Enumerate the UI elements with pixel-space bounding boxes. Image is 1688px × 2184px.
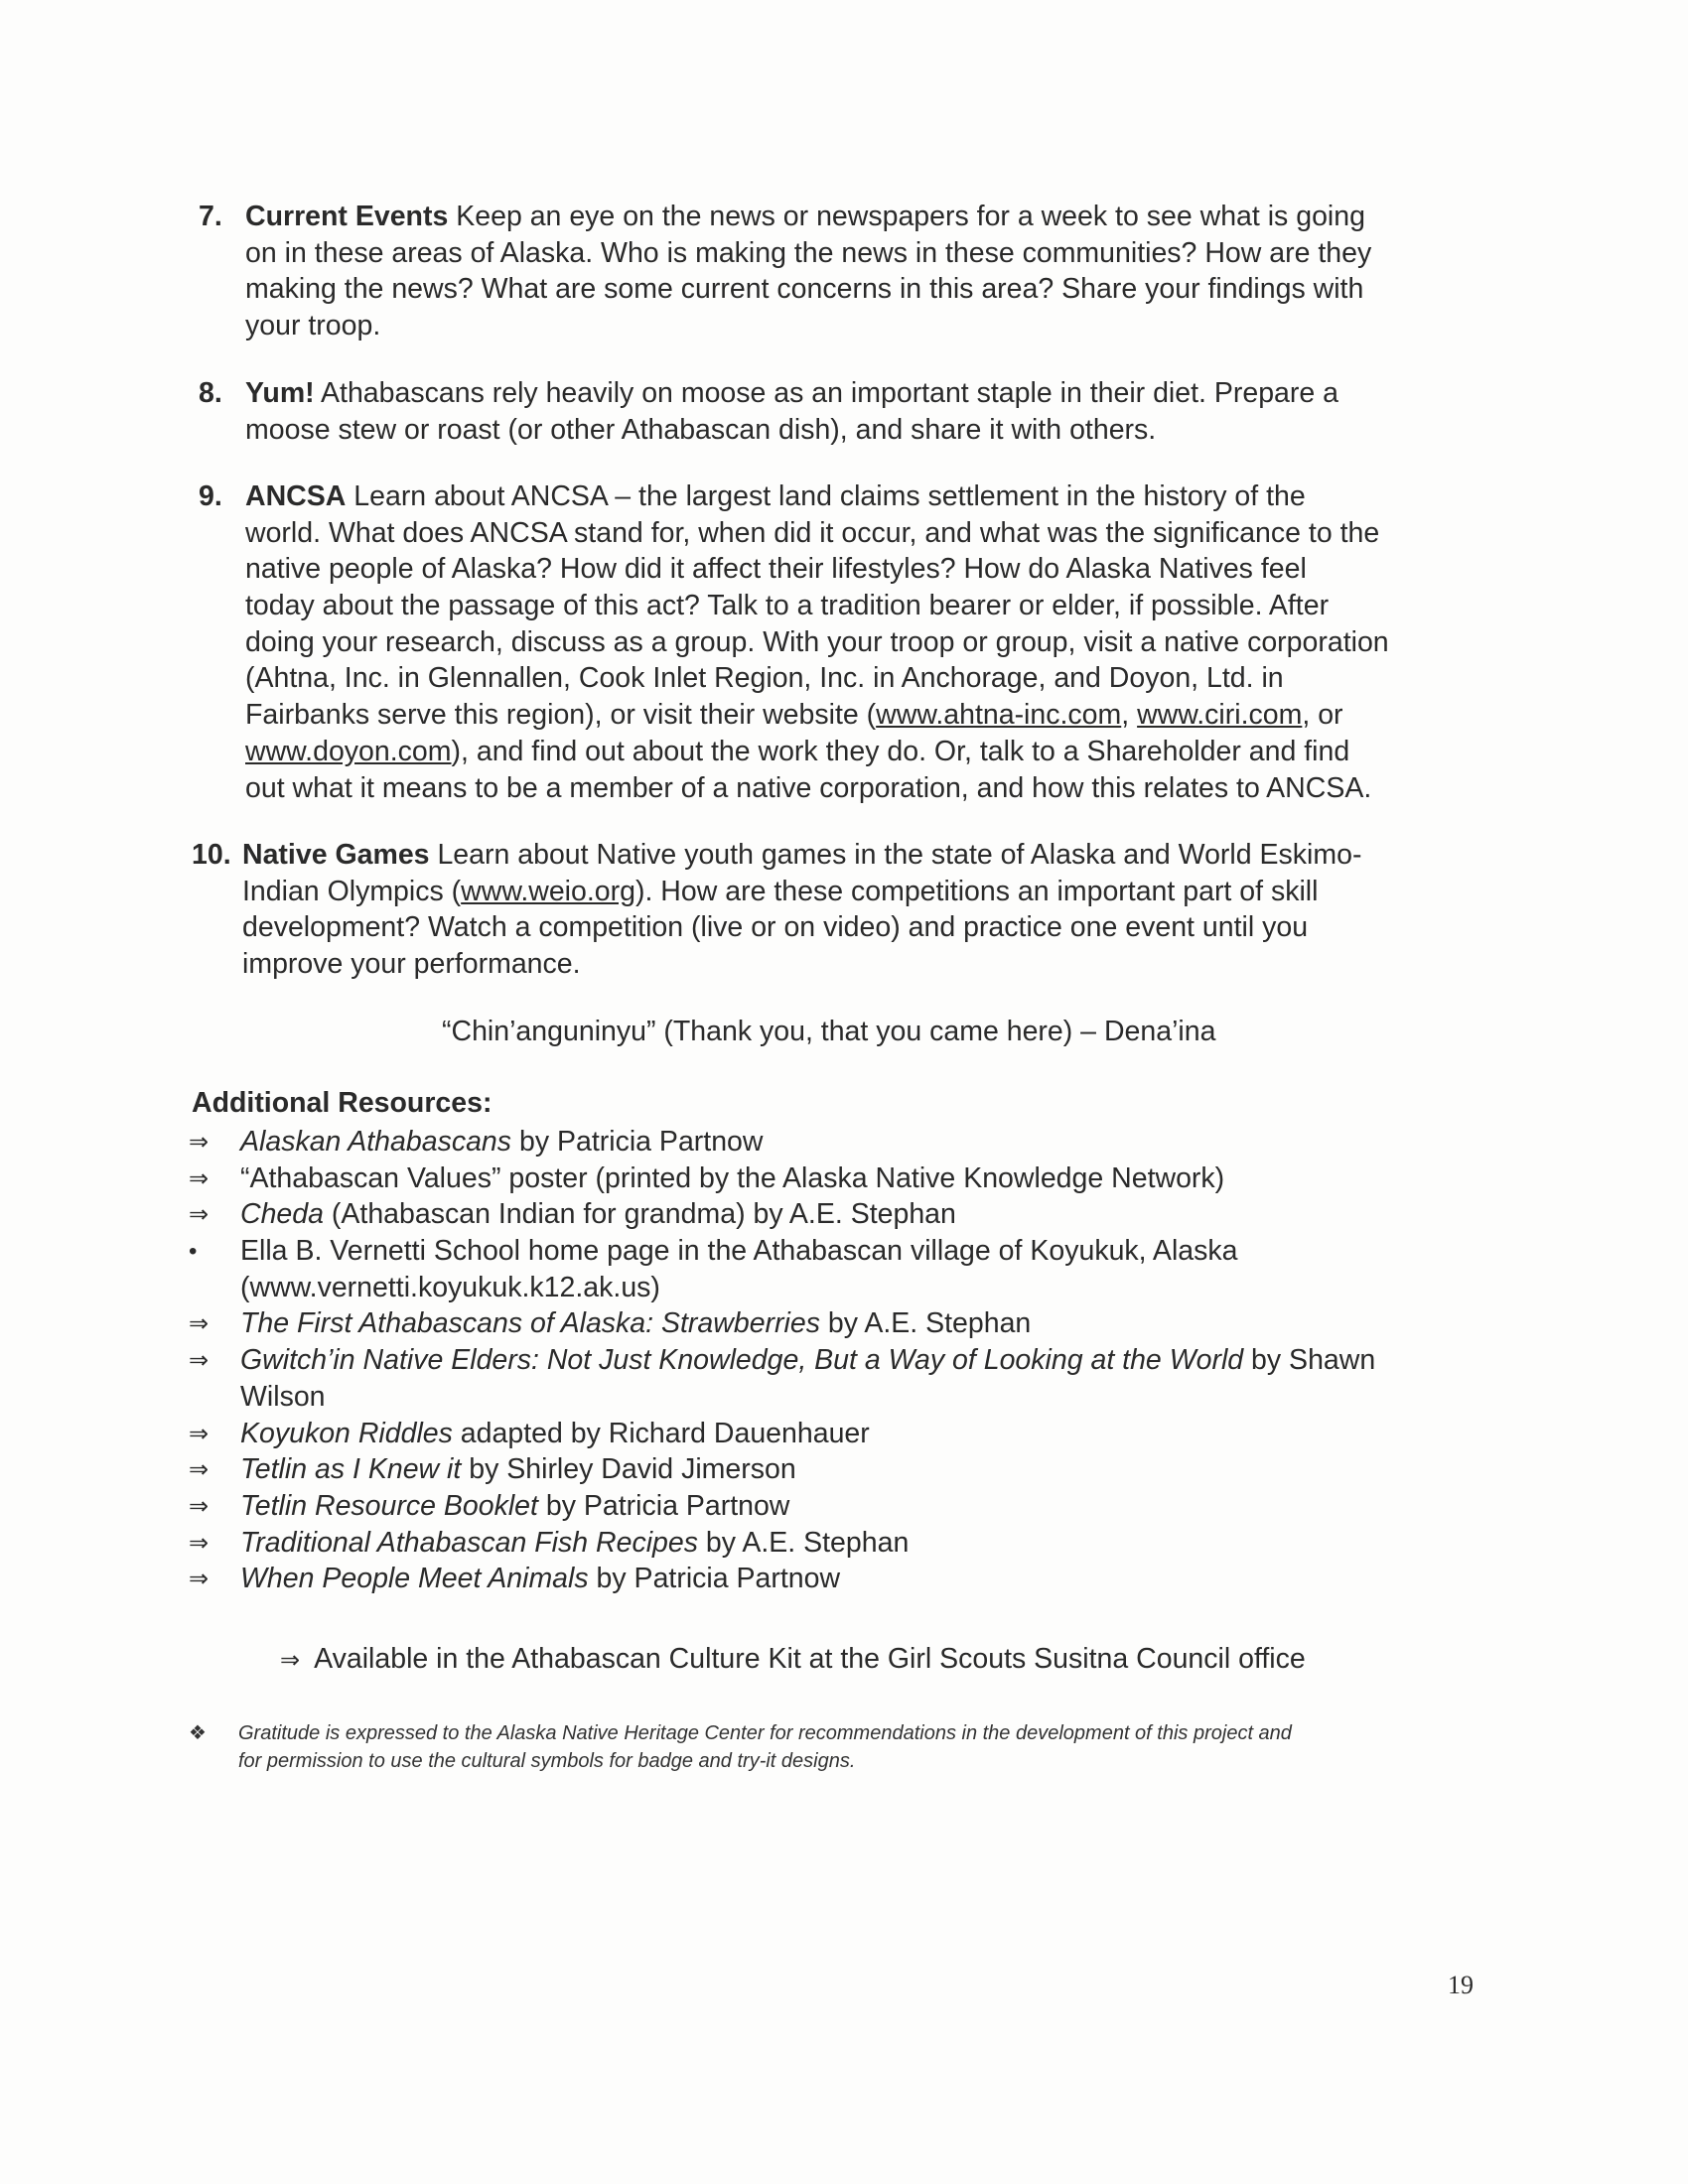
text-segment: Ella B. Vernetti School home page in the Athabascan village of Koyukuk, Alaska	[240, 1235, 1238, 1268]
text-segment: Keep an eye on the news or newspapers for a week to see what is going	[448, 201, 1365, 232]
arrow-icon: ⇒	[189, 1566, 210, 1593]
text-line	[240, 1270, 1375, 1306]
activity-item	[245, 199, 1371, 344]
diamond-bullet-icon: ❖	[189, 1722, 207, 1744]
text-segment: world. What does ANCSA stand for, when did it occur, and what was the significance to the	[245, 516, 1380, 549]
text-segment: by Patricia Partnow	[537, 1489, 790, 1522]
text-segment: Fairbanks serve this region), or visit their website (	[245, 699, 877, 732]
resources-list	[189, 1124, 1375, 1597]
text-segment: on in these areas of Alaska. Who is making the news in these communities? How are they	[245, 236, 1372, 269]
book-title: Gwitch’in Native Elders: Not Just Knowledge, But a Way of Looking at the World	[240, 1344, 1244, 1377]
book-title: Alaskan Athabascans	[240, 1126, 512, 1158]
item-title: Native Games	[242, 839, 430, 871]
text-line	[240, 1342, 1375, 1379]
text-line	[242, 909, 1361, 946]
item-number: 9.	[199, 480, 222, 512]
web-link[interactable]: www.weio.org	[461, 875, 635, 907]
book-title: Traditional Athabascan Fish Recipes	[240, 1526, 698, 1559]
text-segment: making the news? What are some current concerns in this area? Share your findings with	[245, 273, 1364, 306]
text-line	[245, 624, 1389, 661]
text-line	[245, 235, 1371, 272]
text-line	[245, 478, 1389, 515]
item-number: 10.	[192, 839, 231, 871]
resource-item	[189, 1124, 1375, 1160]
text-line	[245, 375, 1338, 412]
text-line	[240, 1196, 1375, 1233]
web-link[interactable]: www.doyon.com	[245, 735, 452, 767]
text-segment: Athabascans rely heavily on moose as an important staple in their diet. Prepare a	[314, 377, 1339, 409]
resource-item	[189, 1233, 1375, 1305]
text-segment: by Patricia Partnow	[511, 1126, 764, 1158]
resource-item	[189, 1416, 1375, 1452]
text-segment: out what it means to be a member of a native corporation, and how this relates to ANCSA.	[245, 771, 1372, 804]
text-line	[240, 1305, 1375, 1342]
text-line	[240, 1451, 1375, 1488]
text-segment: Learn about ANCSA – the largest land claims settlement in the history of the	[346, 480, 1306, 512]
activity-item	[242, 837, 1361, 983]
text-segment: ), and find out about the work they do. Or, talk to a Shareholder and find	[451, 735, 1350, 767]
text-line	[240, 1488, 1375, 1525]
item-number: 7.	[199, 201, 222, 232]
resource-item	[189, 1196, 1375, 1233]
arrow-icon: ⇒	[189, 1420, 210, 1447]
arrow-icon: ⇒	[189, 1492, 210, 1520]
text-line	[242, 946, 1361, 983]
availability-text: Available in the Athabascan Culture Kit at the Girl Scouts Susitna Council office	[314, 1643, 1306, 1675]
text-segment: doing your research, discuss as a group. With your troop or group, visit a native corporation	[245, 625, 1389, 658]
text-line	[245, 412, 1338, 449]
text-segment: by Shirley David Jimerson	[461, 1453, 796, 1486]
book-title: The First Athabascans of Alaska: Strawberries	[240, 1307, 820, 1340]
resources-heading: Additional Resources:	[192, 1087, 492, 1119]
text-line	[245, 271, 1371, 308]
text-segment: today about the passage of this act? Talk to a tradition bearer or elder, if possible. After	[245, 590, 1330, 622]
text-line	[242, 837, 1361, 874]
text-segment: native people of Alaska? How did it affect their lifestyles? How do Alaska Natives feel	[245, 553, 1307, 586]
text-line	[245, 697, 1389, 734]
book-title: Tetlin as I Knew it	[240, 1453, 462, 1486]
text-line	[245, 734, 1389, 770]
arrow-icon: ⇒	[189, 1129, 210, 1156]
resource-item	[189, 1160, 1375, 1197]
arrow-icon: ⇒	[189, 1456, 210, 1484]
activity-item	[245, 478, 1389, 806]
text-line	[242, 874, 1361, 910]
availability-note	[280, 1641, 1306, 1680]
book-title: Cheda	[240, 1198, 324, 1231]
text-segment: (www.vernetti.koyukuk.k12.ak.us)	[240, 1271, 660, 1303]
text-segment: ). How are these competitions an important part of skill	[634, 875, 1319, 907]
text-segment: moose stew or roast (or other Athabascan dish), and share it with others.	[245, 413, 1157, 446]
text-line	[240, 1561, 1375, 1597]
text-line	[240, 1160, 1375, 1197]
web-link[interactable]: www.ciri.com	[1137, 699, 1303, 732]
resource-item	[189, 1525, 1375, 1562]
resource-item	[189, 1342, 1375, 1415]
text-line	[240, 1379, 1375, 1416]
text-line	[245, 199, 1371, 235]
text-segment: , or	[1302, 699, 1343, 732]
text-line	[240, 1525, 1375, 1562]
text-segment: by A.E. Stephan	[697, 1526, 910, 1559]
note-line: for permission to use the cultural symbols for badge and try-it designs.	[238, 1750, 856, 1772]
text-line	[240, 1416, 1375, 1452]
text-segment: Learn about Native youth games in the state of Alaska and World Eskimo-	[429, 839, 1362, 871]
item-title: Yum!	[245, 377, 315, 409]
text-segment: Wilson	[240, 1380, 326, 1413]
text-line	[245, 308, 1371, 344]
item-number: 8.	[199, 377, 222, 409]
arrow-icon: ⇒	[189, 1310, 210, 1338]
closing-quote: “Chin’anguninyu” (Thank you, that you came here) – Dena’ina	[442, 1016, 1216, 1047]
text-line	[245, 515, 1389, 552]
text-line	[245, 770, 1389, 807]
text-segment: ,	[1121, 699, 1138, 732]
resource-item	[189, 1305, 1375, 1342]
text-segment: adapted by Richard Dauenhauer	[452, 1417, 870, 1449]
book-title: Koyukon Riddles	[240, 1417, 453, 1449]
item-title: Current Events	[245, 201, 449, 232]
arrow-icon: ⇒	[189, 1347, 210, 1375]
text-segment: development? Watch a competition (live or on video) and practice one event until you	[242, 911, 1309, 944]
arrow-icon: ⇒	[189, 1529, 210, 1557]
note-line: Gratitude is expressed to the Alaska Native Heritage Center for recommendations in the development of this project and	[238, 1722, 1292, 1744]
item-title: ANCSA	[245, 480, 347, 512]
text-segment: by Patricia Partnow	[588, 1563, 841, 1595]
web-link[interactable]: www.ahtna-inc.com	[876, 699, 1122, 732]
book-title: When People Meet Animals	[240, 1563, 589, 1595]
resource-item	[189, 1451, 1375, 1488]
arrow-icon: ⇒	[189, 1201, 210, 1229]
text-segment: improve your performance.	[242, 948, 581, 981]
page-number: 19	[1448, 1971, 1474, 1999]
text-segment: by A.E. Stephan	[819, 1307, 1032, 1340]
text-line	[245, 588, 1389, 624]
resource-item	[189, 1488, 1375, 1525]
text-segment: by Shawn	[1243, 1344, 1376, 1377]
text-line	[245, 551, 1389, 588]
activity-item	[245, 375, 1338, 448]
text-segment: (Ahtna, Inc. in Glennallen, Cook Inlet Region, Inc. in Anchorage, and Doyon, Ltd. in	[245, 662, 1284, 695]
text-line	[240, 1233, 1375, 1270]
text-segment: “Athabascan Values” poster (printed by the Alaska Native Knowledge Network)	[240, 1161, 1225, 1194]
text-line	[240, 1124, 1375, 1160]
text-segment: your troop.	[245, 310, 381, 342]
book-title: Tetlin Resource Booklet	[240, 1489, 538, 1522]
arrow-icon: ⇒	[280, 1647, 301, 1674]
gratitude-note	[189, 1719, 1292, 1775]
arrow-icon: ⇒	[189, 1164, 210, 1192]
text-segment: Indian Olympics (	[242, 875, 462, 907]
resource-item	[189, 1561, 1375, 1597]
bullet-icon: •	[189, 1238, 198, 1266]
text-segment: (Athabascan Indian for grandma) by A.E. Stephan	[323, 1198, 956, 1231]
text-line	[245, 660, 1389, 697]
